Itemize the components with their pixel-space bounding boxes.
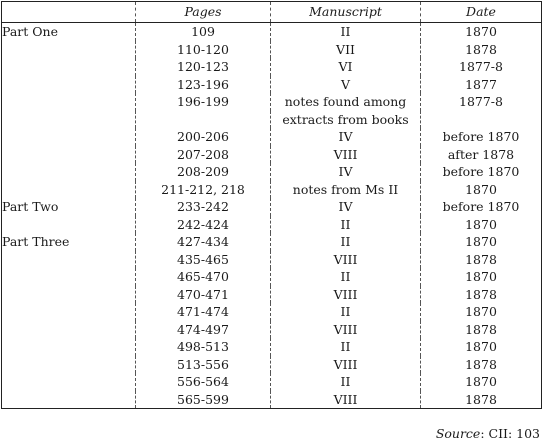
manuscript-cell: II bbox=[271, 338, 421, 356]
part-cell bbox=[2, 128, 136, 146]
part-cell bbox=[2, 93, 136, 111]
table-row bbox=[2, 93, 542, 111]
pages-cell: 123-196 bbox=[136, 76, 271, 94]
pages-cell: 120-123 bbox=[136, 58, 271, 76]
date-cell: 1870 bbox=[421, 338, 542, 356]
date-cell: after 1878 bbox=[421, 146, 542, 164]
source-note bbox=[436, 426, 540, 441]
table-row bbox=[2, 391, 542, 409]
pages-cell bbox=[136, 111, 271, 129]
manuscript-cell: II bbox=[271, 268, 421, 286]
part-cell bbox=[2, 216, 136, 234]
header-manuscript: Manuscript bbox=[271, 2, 421, 23]
part-cell bbox=[2, 303, 136, 321]
pages-cell: 427-434 bbox=[136, 233, 271, 251]
pages-cell: 110-120 bbox=[136, 41, 271, 59]
part-cell bbox=[2, 338, 136, 356]
manuscript-cell: VIII bbox=[271, 251, 421, 269]
manuscript-cell: VIII bbox=[271, 356, 421, 374]
manuscript-cell: VIII bbox=[271, 321, 421, 339]
manuscript-cell: VIII bbox=[271, 286, 421, 304]
date-cell: 1878 bbox=[421, 286, 542, 304]
date-cell: 1878 bbox=[421, 391, 542, 409]
manuscript-cell: IV bbox=[271, 198, 421, 216]
date-cell: 1870 bbox=[421, 233, 542, 251]
part-cell: Part Three bbox=[2, 233, 136, 251]
manuscript-cell: IV bbox=[271, 163, 421, 181]
date-cell: 1878 bbox=[421, 356, 542, 374]
table-row bbox=[2, 41, 542, 59]
part-cell bbox=[2, 373, 136, 391]
table-row bbox=[2, 198, 542, 216]
date-cell: 1877-8 bbox=[421, 58, 542, 76]
table-row bbox=[2, 76, 542, 94]
manuscript-cell: notes from Ms II bbox=[271, 181, 421, 199]
table-row bbox=[2, 128, 542, 146]
pages-cell: 470-471 bbox=[136, 286, 271, 304]
table-row bbox=[2, 251, 542, 269]
part-cell bbox=[2, 146, 136, 164]
header-date: Date bbox=[421, 2, 542, 23]
source-text: : CII: 103 bbox=[480, 426, 540, 441]
part-cell bbox=[2, 163, 136, 181]
date-cell: 1870 bbox=[421, 181, 542, 199]
pages-cell: 207-208 bbox=[136, 146, 271, 164]
date-cell: 1870 bbox=[421, 268, 542, 286]
table-body bbox=[2, 23, 542, 409]
header-row bbox=[2, 2, 542, 23]
source-label: Source bbox=[435, 426, 481, 441]
part-cell: Part Two bbox=[2, 198, 136, 216]
part-cell bbox=[2, 41, 136, 59]
table-row bbox=[2, 321, 542, 339]
date-cell: before 1870 bbox=[421, 128, 542, 146]
table-row bbox=[2, 216, 542, 234]
manuscript-cell: II bbox=[271, 233, 421, 251]
manuscript-cell: VIII bbox=[271, 146, 421, 164]
table-row bbox=[2, 58, 542, 76]
pages-cell: 471-474 bbox=[136, 303, 271, 321]
manuscript-cell: VIII bbox=[271, 391, 421, 409]
date-cell: 1878 bbox=[421, 41, 542, 59]
pages-cell: 465-470 bbox=[136, 268, 271, 286]
manuscript-cell: IV bbox=[271, 128, 421, 146]
table-row bbox=[2, 373, 542, 391]
part-cell bbox=[2, 58, 136, 76]
date-cell: 1877-8 bbox=[421, 93, 542, 111]
date-cell: before 1870 bbox=[421, 198, 542, 216]
table-row bbox=[2, 356, 542, 374]
part-cell bbox=[2, 391, 136, 409]
date-cell: 1878 bbox=[421, 251, 542, 269]
manuscript-cell: V bbox=[271, 76, 421, 94]
part-cell bbox=[2, 181, 136, 199]
date-cell: 1877 bbox=[421, 76, 542, 94]
pages-cell: 513-556 bbox=[136, 356, 271, 374]
manuscript-cell: VI bbox=[271, 58, 421, 76]
pages-cell: 474-497 bbox=[136, 321, 271, 339]
manuscript-cell: notes found among bbox=[271, 93, 421, 111]
pages-cell: 208-209 bbox=[136, 163, 271, 181]
part-cell: Part One bbox=[2, 23, 136, 41]
part-cell bbox=[2, 111, 136, 129]
part-cell bbox=[2, 356, 136, 374]
pages-cell: 435-465 bbox=[136, 251, 271, 269]
part-cell bbox=[2, 76, 136, 94]
manuscript-cell: II bbox=[271, 23, 421, 41]
manuscript-cell: VII bbox=[271, 41, 421, 59]
table-row bbox=[2, 146, 542, 164]
pages-cell: 196-199 bbox=[136, 93, 271, 111]
table-row bbox=[2, 268, 542, 286]
pages-cell: 233-242 bbox=[136, 198, 271, 216]
date-cell: 1870 bbox=[421, 216, 542, 234]
date-cell bbox=[421, 111, 542, 129]
table-row bbox=[2, 233, 542, 251]
pages-cell: 565-599 bbox=[136, 391, 271, 409]
manuscript-table bbox=[1, 1, 542, 409]
pages-cell: 498-513 bbox=[136, 338, 271, 356]
pages-cell: 109 bbox=[136, 23, 271, 41]
manuscript-cell: II bbox=[271, 216, 421, 234]
manuscript-cell: II bbox=[271, 303, 421, 321]
date-cell: 1878 bbox=[421, 321, 542, 339]
part-cell bbox=[2, 268, 136, 286]
table-row bbox=[2, 286, 542, 304]
header-part bbox=[2, 2, 136, 23]
pages-cell: 556-564 bbox=[136, 373, 271, 391]
table-row bbox=[2, 303, 542, 321]
table-row bbox=[2, 23, 542, 41]
table-row bbox=[2, 181, 542, 199]
date-cell: 1870 bbox=[421, 303, 542, 321]
table-row bbox=[2, 338, 542, 356]
manuscript-cell: II bbox=[271, 373, 421, 391]
date-cell: 1870 bbox=[421, 373, 542, 391]
date-cell: before 1870 bbox=[421, 163, 542, 181]
part-cell bbox=[2, 286, 136, 304]
table-row bbox=[2, 163, 542, 181]
table-row bbox=[2, 111, 542, 129]
pages-cell: 200-206 bbox=[136, 128, 271, 146]
part-cell bbox=[2, 321, 136, 339]
part-cell bbox=[2, 251, 136, 269]
pages-cell: 211-212, 218 bbox=[136, 181, 271, 199]
header-pages: Pages bbox=[136, 2, 271, 23]
date-cell: 1870 bbox=[421, 23, 542, 41]
table-header bbox=[2, 2, 542, 23]
manuscript-cell: extracts from books bbox=[271, 111, 421, 129]
pages-cell: 242-424 bbox=[136, 216, 271, 234]
